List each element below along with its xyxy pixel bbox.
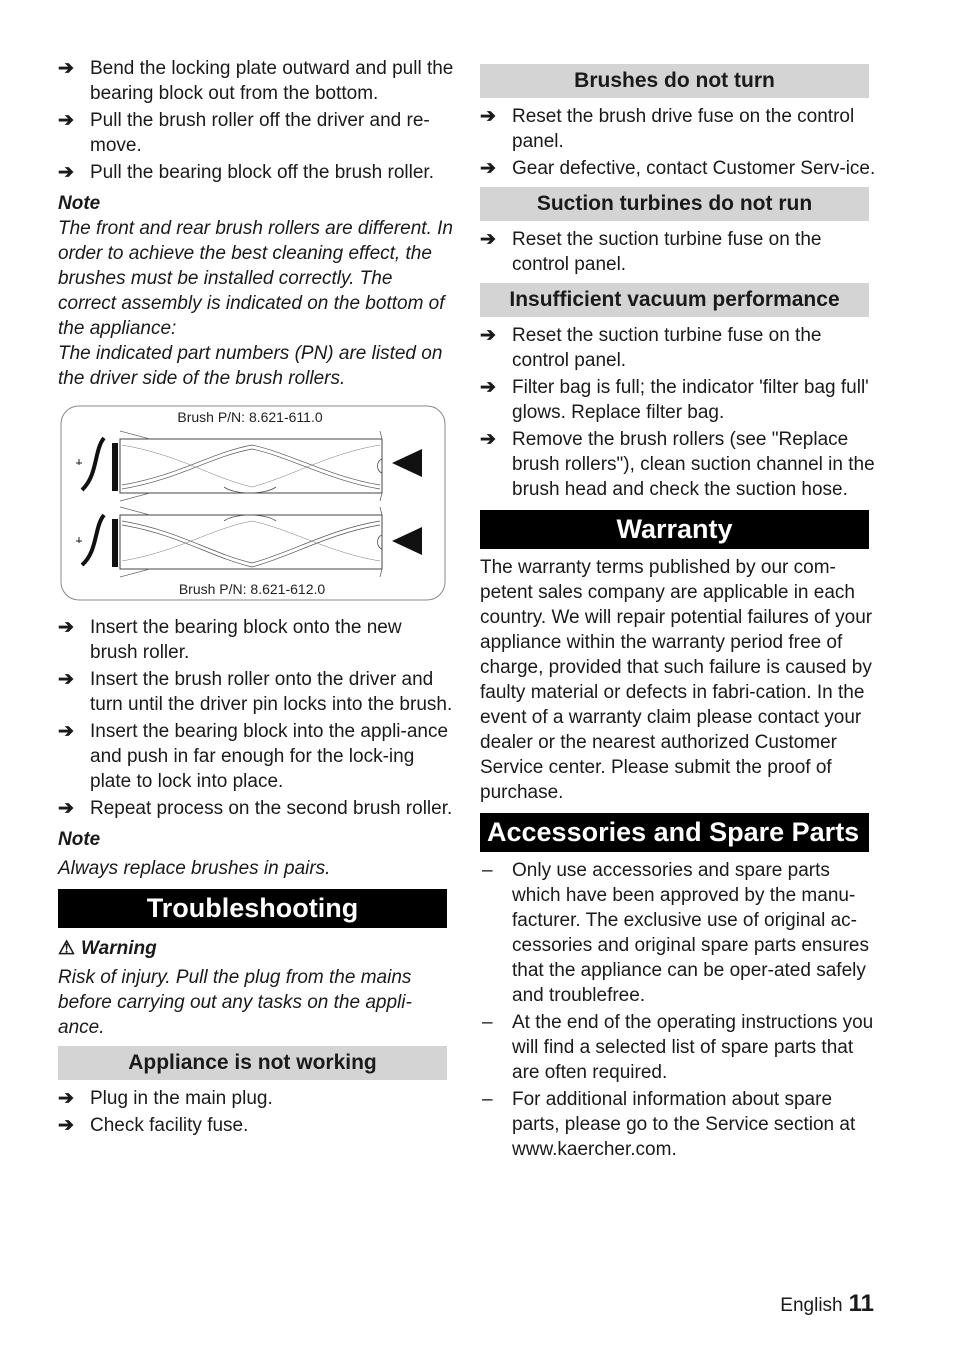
list-item: ➔ Remove the brush rollers (see "Replace brush rollers"), clean suction channel in the brush head and check the suction hose. (480, 429, 875, 500)
list-item: ➔ Repeat process on the second brush roller. (58, 798, 453, 819)
list-item: ➔ Filter bag is full; the indicator 'filter bag full' glows. Replace filter bag. (480, 377, 869, 423)
list-item: – Only use accessories and spare parts which have been approved by the manu-facturer. The exclusive use of original ac-cessories and original spare parts ensures that the appliance can be oper-ated safely and troublefree. (482, 860, 869, 1006)
arrow-icon: ➔ (480, 158, 496, 179)
dash-bullet: – (482, 860, 493, 881)
figure-bottom-label: Brush P/N: 8.621-612.0 (178, 581, 326, 597)
list-item: ➔ Insert the brush roller onto the driver and turn until the driver pin locks into the brush. (58, 669, 453, 715)
arrow-icon: ➔ (480, 106, 496, 127)
accessories-heading: Accessories and Spare Parts (480, 813, 869, 852)
brush-roller-illustration (60, 405, 446, 601)
brush-roller-front (76, 431, 422, 501)
warning-text: Risk of injury. Pull the plug from the mains before carrying out any tasks on the appli-ance. (58, 967, 412, 1038)
brushes-not-turn-heading: Brushes do not turn (480, 64, 869, 98)
brush-diagram (60, 405, 446, 601)
suction-turbines-heading: Suction turbines do not run (480, 187, 869, 221)
note-text: The indicated part numbers (PN) are listed on the driver side of the brush rollers. (58, 343, 443, 389)
list-item: ➔ Insert the bearing block into the appli-ance and push in far enough for the lock-ing plate to lock into place. (58, 721, 449, 792)
figure-top-label: Brush P/N: 8.621-611.0 (177, 409, 323, 425)
note-text: The front and rear brush rollers are different. In order to achieve the best cleaning effect, the brushes must be installed correctly. The correct assembly is indicated on the bottom of the appliance: (58, 218, 453, 339)
arrow-icon: ➔ (58, 58, 74, 79)
list-item: ➔ Pull the bearing block off the brush roller. (58, 162, 434, 183)
warranty-text: The warranty terms published by our com-petent sales company are applicable in each country. We will repair potential failures of your appliance within the warranty period free of charge, provided that such failure is caused by faulty material or defects in fabri-cation. In the event of a warranty claim please contact your dealer or the nearest authorized Customer Service center. Please submit the proof of purchase. (480, 557, 873, 803)
list-item: ➔ Check facility fuse. (58, 1115, 249, 1136)
list-item: – For additional information about spare parts, please go to the Service section at www.kaercher.com. (482, 1089, 856, 1160)
list-item: ➔ Pull the brush roller off the driver and re-move. (58, 110, 430, 156)
arrow-icon: ➔ (58, 162, 74, 183)
warranty-heading: Warranty (480, 510, 869, 549)
brush-roller-rear (76, 507, 422, 577)
dash-bullet: – (482, 1012, 493, 1033)
arrow-icon: ➔ (58, 1115, 74, 1136)
list-item: ➔ Reset the brush drive fuse on the control panel. (480, 106, 855, 152)
arrow-icon: ➔ (480, 325, 496, 346)
appliance-not-working-heading: Appliance is not working (58, 1046, 447, 1080)
dash-bullet: – (482, 1089, 493, 1110)
arrow-icon: ➔ (58, 110, 74, 131)
arrow-icon: ➔ (480, 377, 496, 398)
warning-icon: ⚠ (58, 938, 76, 959)
list-item: ➔ Insert the bearing block onto the new brush roller. (58, 617, 402, 663)
right-column (480, 58, 876, 1164)
arrow-icon: ➔ (58, 617, 74, 638)
list-item: ➔ Plug in the main plug. (58, 1088, 273, 1109)
arrow-icon: ➔ (58, 1088, 74, 1109)
note-heading: Note (58, 193, 101, 214)
list-item: ➔ Bend the locking plate outward and pull the bearing block out from the bottom. (58, 58, 454, 104)
arrow-icon: ➔ (58, 721, 74, 742)
list-item: – At the end of the operating instructions you will find a selected list of spare parts that are often required. (482, 1012, 874, 1083)
arrow-icon: ➔ (58, 798, 74, 819)
arrow-icon: ➔ (480, 429, 496, 450)
list-item: ➔ Gear defective, contact Customer Serv-ice. (480, 158, 876, 179)
page-footer (780, 1290, 874, 1318)
insufficient-vacuum-heading: Insufficient vacuum performance (480, 283, 869, 317)
note-text: Always replace brushes in pairs. (58, 858, 331, 879)
left-column (58, 56, 454, 1140)
troubleshooting-heading: Troubleshooting (58, 889, 447, 928)
page-number: 11 (848, 1290, 874, 1317)
arrow-icon: ➔ (480, 229, 496, 250)
footer-language: English (780, 1295, 843, 1316)
arrow-icon: ➔ (58, 669, 74, 690)
list-item: ➔ Reset the suction turbine fuse on the control panel. (480, 229, 822, 275)
note-heading: Note (58, 829, 101, 850)
warning-heading: ⚠ Warning (58, 938, 157, 959)
list-item: ➔ Reset the suction turbine fuse on the control panel. (480, 325, 822, 371)
